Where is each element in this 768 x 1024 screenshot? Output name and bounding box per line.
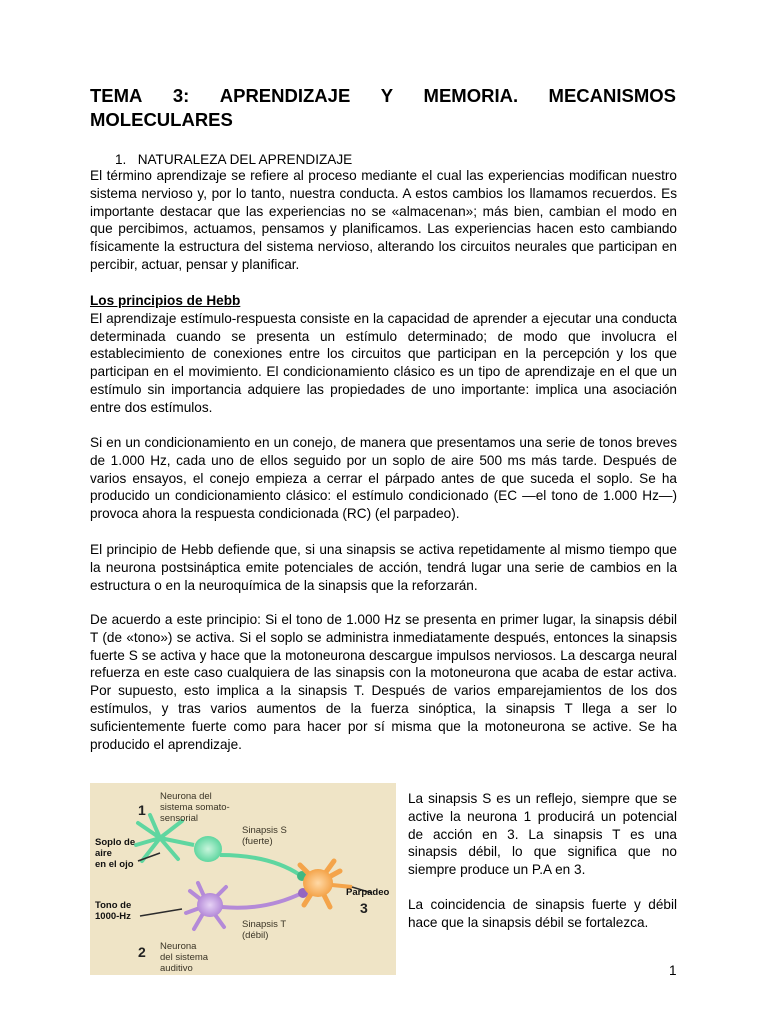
paragraph-stimulus-response: El aprendizaje estímulo-respuesta consiste en la capacidad de aprender a ejecutar una conducta determinada cuando se presenta un estímulo determinado; de modo que involucra el establecimiento de conexiones entre los circuitos que participan en la percepción y los que participan en el movimiento. El condicionamiento clásico es un tipo de aprendizaje en el que un estímulo sin importancia adquiere las propiedades de uno importante: implica una asociación entre dos estímulos. (90, 310, 677, 415)
paragraph-hebb-principle: El principio de Hebb defiende que, si una sinapsis se activa repetidamente al mismo tiempo que la neurona postsináptica emite potenciales de acción, tendrá lugar una serie de cambios en la estructura o en la neuroquímica de la sinapsis que la reforzarán. (90, 542, 677, 593)
hebb-heading: Los principios de Hebb (90, 293, 241, 308)
label-neuron-2: Neurona (160, 941, 197, 952)
label-synapse-t: Sinapsis T (242, 919, 287, 930)
neuron-diagram (90, 783, 396, 975)
paragraph-rabbit: Si en un condicionamiento en un conejo, de manera que presentamos una serie de tonos breves de 1.000 Hz, cada uno de ellos seguido por un soplo de aire 500 ms más tarde. Después de varios ensayos, el conejo empieza a cerrar el párpado antes de que suceda el soplo. Se ha producido un condicionamiento clásico: el estímulo condicionado (EC —el tono de 1.000 Hz—) provoca ahora la respuesta condicionada (RC) (el parpadeo). (90, 435, 677, 522)
label-tone: 1000-Hz (95, 911, 131, 922)
label-neuron-1: sistema somato- (160, 802, 230, 813)
label-neuron-2-number: 2 (138, 944, 146, 960)
label-neuron-2: del sistema (160, 952, 209, 963)
hebb-section (90, 292, 677, 417)
diagram-background (90, 783, 396, 975)
figure-caption-2: La coincidencia de sinapsis fuerte y débil hace que la sinapsis débil se fortalezca. (408, 897, 677, 930)
figure-caption-1: La sinapsis S es un reflejo, siempre que se active la neurona 1 producirá un potencial de acción en 3. La sinapsis T es una sinapsis débil, lo que significa que no siempre produce un P.A en 3. (408, 791, 677, 878)
label-blink: Parpadeo (346, 887, 390, 898)
paragraph-learning: El término aprendizaje se refiere al proceso mediante el cual las experiencias modifican nuestro sistema nervioso y, por lo tanto, nuestra conducta. A estos cambios los llamamos recuerdos. Es importante destacar que las experiencias no se «almacenan»; más bien, cambian el modo en que percibimos, actuamos, pensamos y planificamos. Las experiencias hacen esto cambiando físicamente la estructura del sistema nervioso, alterando los circuitos neurales que participan en percibir, actuar, pensar y planificar. (90, 168, 677, 272)
label-neuron-1: Neurona del (160, 791, 212, 802)
title-word: APRENDIZAJE (219, 85, 351, 106)
page-number: 1 (669, 963, 677, 978)
title-line-2: MOLECULARES (90, 109, 233, 130)
neuron-diagram-svg (90, 783, 396, 975)
title-word: TEMA (90, 85, 143, 106)
document-title (90, 84, 676, 132)
title-word: Y (380, 85, 394, 106)
label-neuron-1-number: 1 (138, 802, 146, 818)
title-line-1 (90, 84, 676, 108)
title-word: 3: (172, 85, 190, 106)
label-puff: en el ojo (95, 859, 134, 870)
paragraph-according: De acuerdo a este principio: Si el tono de 1.000 Hz se presenta en primer lugar, la sinapsis débil T (de «tono») se activa. Si el soplo se administra inmediatamente después, entonces la sinapsis fuerte S se activa y hace que la motoneurona descargue impulsos nerviosos. La descarga neural refuerza en este caso cualquiera de las sinapsis con la motoneurona que acaba de estar activa. Por supuesto, esto implica a la sinapsis T. Después de varios emparejamientos de los dos estímulos, y tras varios aumentos de la fuerza sinóptica, la sinapsis T llega a ser lo suficientemente fuerte como para hacer por sí misma que la motoneurona se active. Se ha producido el aprendizaje. (90, 612, 677, 752)
label-puff: aire (95, 848, 112, 859)
label-synapse-s: Sinapsis S (242, 825, 287, 836)
title-word: MEMORIA. (423, 85, 519, 106)
label-neuron-1: sensorial (160, 813, 199, 824)
label-neuron-2: auditivo (160, 963, 193, 974)
label-neuron-3-number: 3 (360, 900, 368, 916)
section-title: NATURALEZA DEL APRENDIZAJE (137, 152, 353, 167)
label-synapse-s: (fuerte) (242, 836, 273, 847)
section-number: 1. (115, 152, 127, 167)
label-synapse-t: (débil) (242, 930, 269, 941)
label-tone: Tono de (95, 900, 132, 911)
title-word: MECANISMOS (548, 85, 676, 106)
label-puff: Soplo de (95, 837, 136, 848)
